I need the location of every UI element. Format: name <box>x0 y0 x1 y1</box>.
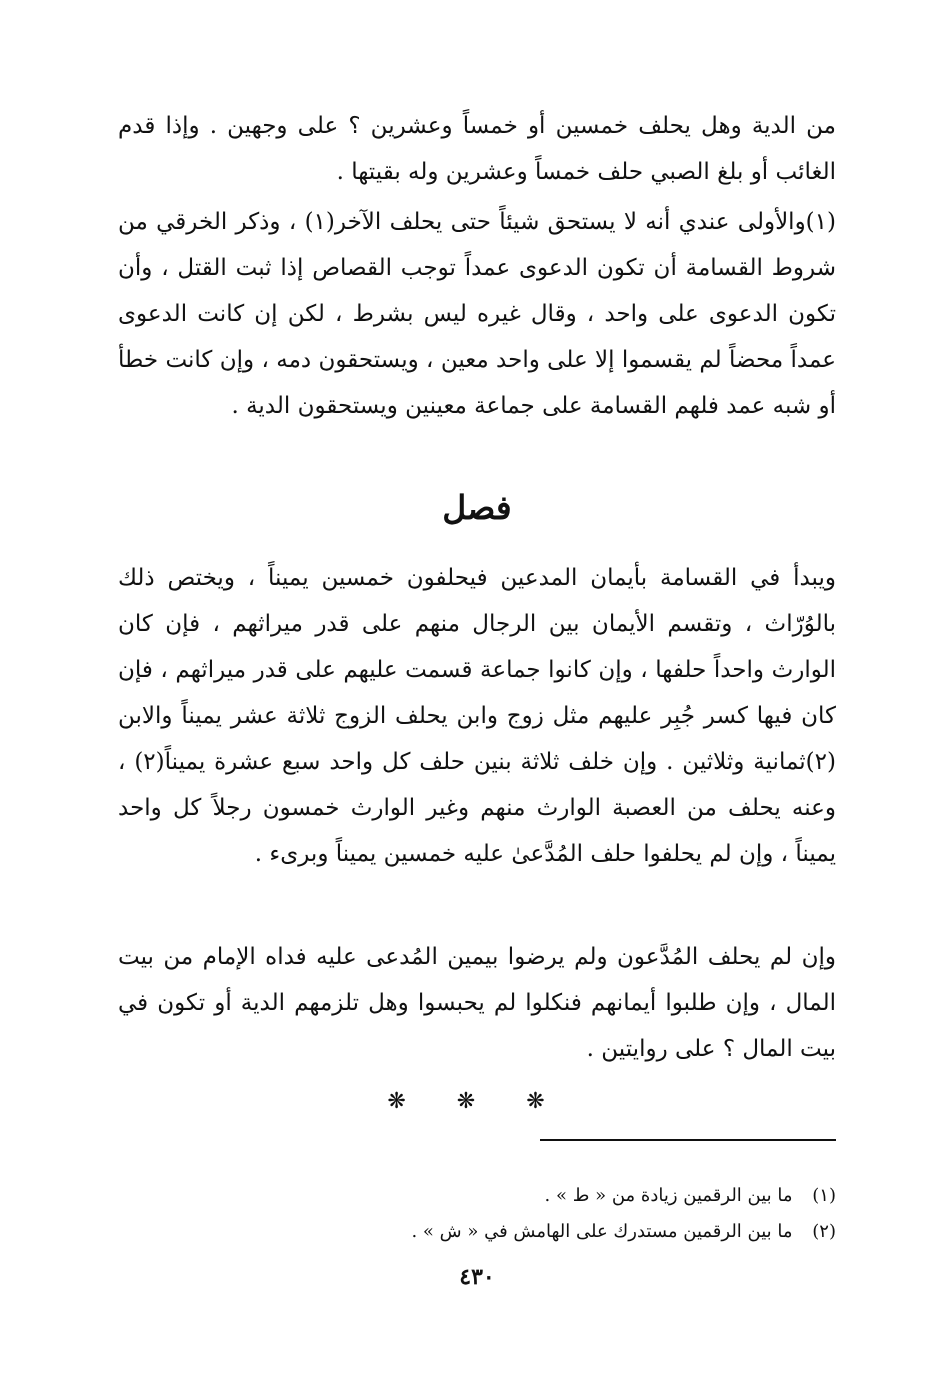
page-number: ٤٣٠ <box>459 1264 495 1290</box>
paragraph-2: (١)والأولى عندي أنه لا يستحق شيئاً حتى يحلف الآخر(١) ، وذكر الخرقي من شروط القسامة أن تكون الدعوى عمداً توجب القصاص إذا ثبت القتل ، وأن تكون الدعوى على واحد ، وقال غيره ليس بشرط ، لكن إن كانت الدعوى عمداً محضاً لم يقسموا إلا على واحد معين ، ويستحقون دمه ، وإن كانت خطأ أو شبه عمد فلهم القسامة على جماعة معينين ويستحقون الدية . <box>118 209 836 419</box>
footnotes <box>118 1178 836 1250</box>
section-separator-stars: ❋ ❋ ❋ <box>387 1089 567 1114</box>
footnote-1 <box>118 1178 836 1214</box>
footnote-divider <box>540 1139 836 1141</box>
paragraph-1: من الدية وهل يحلف خمسين أو خمساً وعشرين ؟ على وجهين . وإذا قدم الغائب أو بلغ الصبي حلف خمساً وعشرين وله بقيتها . <box>118 113 836 185</box>
footnote-text: ما بين الرقمين مستدرك على الهامش في « ش » . <box>411 1221 793 1242</box>
footnote-number: (٢) <box>812 1221 836 1242</box>
footnote-text: ما بين الرقمين زيادة من « ط » . <box>544 1185 793 1206</box>
section-heading: فصل <box>442 488 512 527</box>
paragraph-4: وإن لم يحلف المُدَّعون ولم يرضوا بيمين المُدعى عليه فداه الإمام من بيت المال ، وإن طلبوا أيمانهم فنكلوا لم يحبسوا وهل تلزمهم الدية أو تكون في بيت المال ؟ على روايتين . <box>118 944 836 1062</box>
footnote-2 <box>118 1214 836 1250</box>
footnote-number: (١) <box>812 1185 836 1206</box>
paragraph-3: ويبدأ في القسامة بأيمان المدعين فيحلفون خمسين يميناً ، ويختص ذلك بالوُرّاث ، وتقسم الأيمان بين الرجال منهم على قدر ميراثهم ، فإن كان الوارث واحداً حلفها ، وإن كانوا جماعة قسمت عليهم على قدر ميراثهم ، فإن كان فيها كسر جُبِر عليهم مثل زوج وابن يحلف الزوج ثلاثة عشر يميناً والابن (٢)ثمانية وثلاثين . وإن خلف ثلاثة بنين حلف كل واحد سبع عشرة يميناً(٢) ، وعنه يحلف من العصبة الوارث منهم وغير الوارث خمسون رجلاً كل واحد يميناً ، وإن لم يحلفوا حلف المُدَّعىٰ عليه خمسين يميناً وبرىء . <box>118 565 836 867</box>
